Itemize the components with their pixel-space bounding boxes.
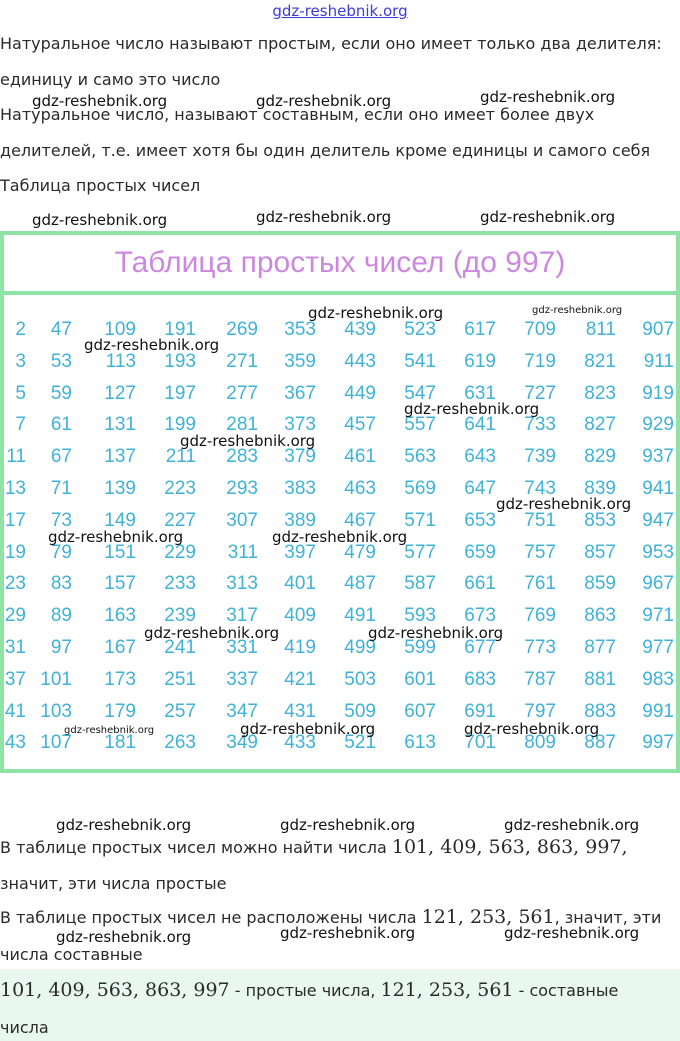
watermark: gdz-reshebnik.org [504, 816, 640, 834]
prime-cell: 887 [584, 732, 616, 754]
prime-cell: 613 [404, 732, 436, 754]
solution-line4: числа составные [0, 945, 143, 964]
prime-cell: 479 [344, 541, 376, 563]
prime-cell: 19 [4, 541, 26, 563]
prime-cell: 769 [524, 605, 556, 627]
solution-line1-numbers: 101, 409, 563, 863, 997, [391, 836, 628, 858]
prime-cell: 263 [164, 732, 196, 754]
prime-cell: 151 [104, 541, 136, 563]
prime-cell: 397 [284, 541, 316, 563]
prime-cell: 593 [404, 605, 436, 627]
watermark: gdz-reshebnik.org [180, 432, 316, 450]
prime-cell: 443 [344, 350, 376, 372]
prime-cell: 337 [226, 668, 258, 690]
prime-cell: 839 [584, 478, 616, 499]
prime-cell: 829 [584, 446, 616, 468]
watermark: gdz-reshebnik.org [504, 924, 640, 942]
watermark: gdz-reshebnik.org [496, 495, 632, 513]
prime-cell: 71 [50, 478, 72, 499]
watermark: gdz-reshebnik.org [144, 624, 280, 642]
prime-cell: 761 [524, 573, 556, 595]
watermark: gdz-reshebnik.org [56, 816, 192, 834]
prime-cell: 881 [584, 668, 616, 690]
prime-cell: 181 [104, 732, 136, 754]
prime-cell: 509 [344, 700, 376, 722]
prime-cell: 373 [284, 414, 316, 436]
watermark: gdz-reshebnik.org [368, 624, 504, 642]
prime-cell: 61 [50, 414, 72, 436]
prime-cell: 733 [524, 414, 556, 436]
watermark: gdz-reshebnik.org [32, 92, 168, 110]
prime-cell: 947 [642, 509, 674, 531]
prime-cell: 457 [344, 414, 376, 436]
prime-cell: 281 [226, 414, 258, 436]
prime-cell: 419 [284, 637, 316, 658]
prime-cell: 199 [164, 414, 196, 436]
prime-cell: 31 [4, 637, 26, 658]
prime-cell: 727 [524, 382, 556, 404]
prime-cell: 313 [226, 573, 258, 595]
prime-cell: 317 [226, 605, 258, 627]
prime-cell: 643 [464, 446, 496, 468]
prime-cell: 13 [4, 478, 26, 499]
solution-line1 [0, 837, 680, 858]
watermark: gdz-reshebnik.org [64, 725, 155, 736]
prime-cell: 191 [164, 319, 196, 340]
prime-cell: 67 [50, 446, 72, 468]
prime-cell: 857 [584, 541, 616, 563]
prime-cell: 331 [226, 637, 258, 658]
watermark: gdz-reshebnik.org [532, 305, 623, 316]
prime-cell: 353 [284, 319, 316, 340]
prime-cell: 271 [226, 350, 258, 372]
watermark: gdz-reshebnik.org [84, 336, 220, 354]
watermark: gdz-reshebnik.org [280, 924, 416, 942]
prime-cell: 647 [464, 478, 496, 499]
prime-cell: 929 [642, 414, 674, 436]
prime-cell: 571 [404, 509, 436, 531]
prime-cell: 937 [642, 446, 674, 468]
prime-cell: 683 [464, 668, 496, 690]
prime-cell: 631 [464, 382, 496, 404]
prime-cell: 859 [584, 573, 616, 595]
prime-cell: 179 [104, 700, 136, 722]
prime-cell: 977 [642, 637, 674, 658]
prime-cell: 739 [524, 446, 556, 468]
prime-cell: 5 [15, 382, 26, 404]
watermark: gdz-reshebnik.org [280, 816, 416, 834]
prime-cell: 439 [344, 319, 376, 340]
answer-composites-label: - составные [513, 981, 619, 1000]
prime-cell: 991 [642, 700, 674, 722]
site-header-link[interactable]: gdz-reshebnik.org [272, 2, 408, 20]
prime-cell: 409 [284, 605, 316, 627]
prime-cell: 523 [404, 319, 436, 340]
prime-cell: 827 [584, 414, 616, 436]
prime-cell: 137 [104, 446, 136, 468]
prime-cell: 467 [344, 509, 376, 531]
prime-cell: 431 [284, 700, 316, 722]
prime-cell: 751 [524, 509, 556, 531]
paragraph-composite-definition-line2: делителей, т.е. имеет хотя бы один делитель кроме единицы и самого себя [0, 141, 651, 160]
prime-cell: 607 [404, 700, 436, 722]
prime-cell: 127 [104, 382, 136, 404]
prime-cell: 2 [15, 319, 26, 340]
paragraph-table-caption: Таблица простых чисел [0, 176, 201, 195]
prime-cell: 653 [464, 509, 496, 531]
answer-box [0, 969, 680, 1041]
prime-cell: 401 [284, 573, 316, 595]
prime-cell: 257 [164, 700, 196, 722]
prime-cell: 41 [4, 700, 26, 722]
prime-cell: 227 [164, 509, 196, 531]
prime-cell: 7 [15, 414, 26, 436]
prime-cell: 811 [585, 319, 616, 340]
paragraph-composite-definition-line1: Натуральное число, называют составным, если оно имеет более двух [0, 105, 595, 124]
prime-cell: 877 [584, 637, 616, 658]
watermark: gdz-reshebnik.org [480, 208, 616, 226]
watermark: gdz-reshebnik.org [56, 928, 192, 946]
prime-cell: 557 [404, 414, 436, 436]
prime-cell: 941 [642, 478, 674, 499]
prime-cell: 307 [226, 509, 258, 531]
prime-cell: 907 [642, 319, 674, 340]
prime-cell: 463 [344, 478, 376, 499]
prime-cell: 211 [165, 446, 196, 468]
prime-cell: 673 [464, 605, 496, 627]
answer-line1 [0, 979, 618, 1001]
solution-line3-tail: , значит, эти [554, 908, 662, 927]
prime-cell: 563 [404, 446, 436, 468]
watermark: gdz-reshebnik.org [272, 528, 408, 546]
answer-composites: 121, 253, 561 [380, 979, 514, 1001]
prime-cell: 149 [104, 509, 136, 531]
prime-cell: 823 [584, 382, 616, 404]
prime-cell: 197 [164, 382, 196, 404]
prime-table-title-box [4, 235, 676, 295]
prime-cell: 797 [524, 700, 556, 722]
paragraph-prime-definition-line2: единицу и само это число [0, 70, 221, 89]
prime-cell: 347 [226, 700, 258, 722]
answer-primes-label: - простые числа, [229, 981, 381, 1000]
prime-cell: 83 [50, 573, 72, 595]
prime-cell: 701 [464, 732, 496, 754]
prime-cell: 359 [284, 350, 316, 372]
prime-cell: 251 [164, 668, 196, 690]
prime-cell: 233 [164, 573, 196, 595]
prime-cell: 383 [284, 478, 316, 499]
prime-cell: 853 [584, 509, 616, 531]
watermark: gdz-reshebnik.org [480, 88, 616, 106]
watermark: gdz-reshebnik.org [48, 528, 184, 546]
prime-cell: 163 [104, 605, 136, 627]
prime-cell: 367 [284, 382, 316, 404]
prime-cell: 599 [404, 637, 436, 658]
prime-cell: 3 [15, 350, 26, 372]
prime-cell: 577 [404, 541, 436, 563]
prime-cell: 23 [4, 573, 26, 595]
prime-cell: 47 [50, 319, 72, 340]
prime-cell: 101 [40, 668, 72, 690]
prime-cell: 109 [104, 319, 136, 340]
prime-cell: 503 [344, 668, 376, 690]
prime-cell: 691 [464, 700, 496, 722]
prime-cell: 421 [284, 668, 316, 690]
prime-cell: 541 [404, 350, 436, 372]
watermark: gdz-reshebnik.org [256, 208, 392, 226]
prime-cell: 157 [104, 573, 136, 595]
prime-cell: 617 [464, 319, 496, 340]
prime-cell: 641 [464, 414, 496, 436]
prime-cell: 17 [4, 509, 26, 531]
prime-cell: 757 [524, 541, 556, 563]
prime-cell: 883 [584, 700, 616, 722]
prime-cell: 59 [50, 382, 72, 404]
prime-cell: 569 [404, 478, 436, 499]
prime-cell: 709 [524, 319, 556, 340]
watermark: gdz-reshebnik.org [464, 720, 600, 738]
prime-cell: 389 [284, 509, 316, 531]
answer-line2: числа [0, 1018, 49, 1037]
prime-cell: 433 [284, 732, 316, 754]
prime-cell: 619 [464, 350, 496, 372]
prime-cell: 911 [643, 350, 674, 372]
prime-cell: 809 [524, 732, 556, 754]
prime-cell: 113 [105, 350, 136, 372]
prime-table-title: Таблица простых чисел (до 997) [114, 246, 566, 279]
prime-cell: 37 [4, 668, 26, 690]
solution-line2: значит, эти числа простые [0, 874, 227, 893]
prime-cell: 11 [6, 446, 26, 468]
prime-cell: 997 [642, 732, 674, 754]
prime-cell: 73 [50, 509, 72, 531]
prime-cell: 349 [226, 732, 258, 754]
prime-cell: 547 [404, 382, 436, 404]
solution-line3-numbers: 121, 253, 561 [421, 906, 555, 928]
prime-cell: 661 [464, 573, 496, 595]
prime-cell: 659 [464, 541, 496, 563]
prime-cell: 223 [164, 478, 196, 499]
solution-line3-text: В таблице простых чисел не расположены числа [0, 908, 422, 927]
prime-cell: 79 [50, 541, 72, 563]
prime-cell: 29 [4, 605, 26, 627]
paragraph-prime-definition-line1: Натуральное число называют простым, если оно имеет только два делителя: [0, 34, 662, 53]
prime-cell: 173 [104, 668, 136, 690]
prime-cell: 967 [642, 573, 674, 595]
prime-cell: 719 [524, 350, 556, 372]
watermark: gdz-reshebnik.org [404, 400, 540, 418]
prime-cell: 311 [227, 541, 258, 563]
prime-cell: 193 [164, 350, 196, 372]
prime-cell: 787 [524, 668, 556, 690]
prime-cell: 97 [50, 637, 72, 658]
solution-line1-text: В таблице простых чисел можно найти числа [0, 838, 392, 857]
prime-cell: 43 [4, 732, 26, 754]
prime-cell: 461 [344, 446, 376, 468]
prime-cell: 269 [226, 319, 258, 340]
prime-cell: 239 [164, 605, 196, 627]
prime-cell: 167 [104, 637, 136, 658]
prime-cell: 131 [104, 414, 136, 436]
watermark: gdz-reshebnik.org [240, 720, 376, 738]
prime-cell: 241 [164, 637, 196, 658]
prime-cell: 971 [642, 605, 674, 627]
prime-cell: 821 [584, 350, 616, 372]
watermark: gdz-reshebnik.org [308, 304, 444, 322]
prime-cell: 103 [40, 700, 72, 722]
prime-cell: 919 [642, 382, 674, 404]
prime-cell: 229 [164, 541, 196, 563]
prime-cell: 283 [226, 446, 258, 468]
prime-cell: 277 [226, 382, 258, 404]
prime-cell: 491 [344, 605, 376, 627]
prime-cell: 983 [642, 668, 674, 690]
prime-cell: 587 [404, 573, 436, 595]
prime-cell: 953 [642, 541, 674, 563]
prime-cell: 107 [40, 732, 72, 754]
prime-cell: 521 [344, 732, 376, 754]
prime-cell: 139 [104, 478, 136, 499]
prime-cell: 487 [344, 573, 376, 595]
prime-cell: 449 [344, 382, 376, 404]
prime-cell: 773 [524, 637, 556, 658]
prime-cell: 499 [344, 637, 376, 658]
prime-cell: 863 [584, 605, 616, 627]
prime-cell: 601 [404, 668, 436, 690]
watermark: gdz-reshebnik.org [32, 211, 168, 229]
watermark: gdz-reshebnik.org [256, 92, 392, 110]
prime-cell: 743 [524, 478, 556, 499]
prime-cell: 379 [284, 446, 316, 468]
answer-primes: 101, 409, 563, 863, 997 [0, 979, 230, 1001]
prime-cell: 53 [50, 350, 72, 372]
prime-cell: 293 [226, 478, 258, 499]
prime-cell: 89 [50, 605, 72, 627]
prime-cell: 677 [464, 637, 496, 658]
